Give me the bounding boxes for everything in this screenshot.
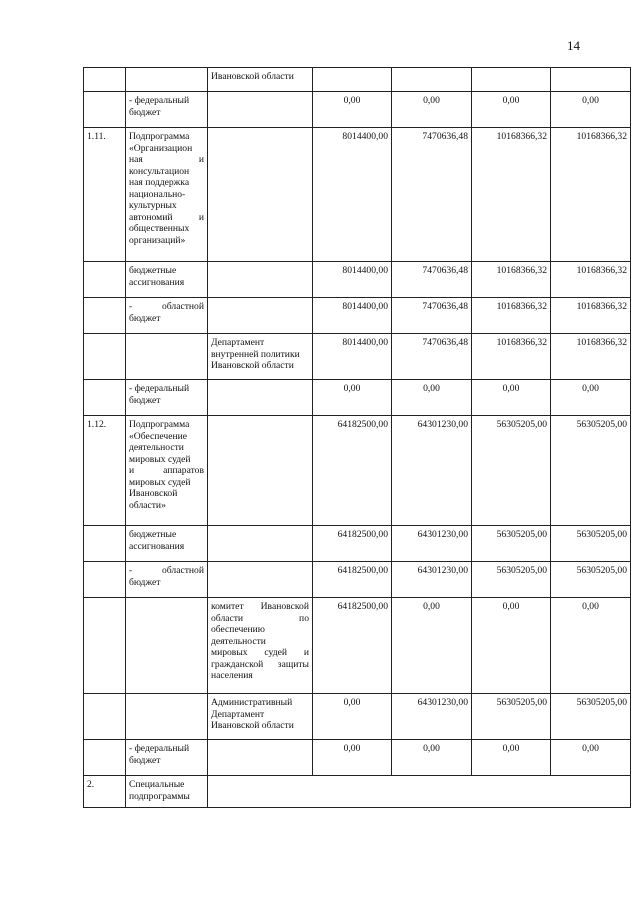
cell-line: деятельности bbox=[129, 442, 184, 453]
executor-cell bbox=[208, 740, 313, 776]
cell-line: Административный bbox=[211, 697, 293, 708]
executor-cell bbox=[208, 380, 313, 416]
cell-line: Департамент bbox=[211, 708, 265, 720]
executor-cell bbox=[208, 334, 313, 380]
amount-cell-3: 56305205,00 bbox=[472, 694, 551, 740]
executor-cell bbox=[208, 416, 313, 526]
cell-line: - федеральный bbox=[129, 95, 190, 106]
cell-line: Ивановской области bbox=[211, 71, 294, 82]
amount-cell-2: 0,00 bbox=[392, 92, 472, 128]
cell-line: внутренней политики bbox=[211, 348, 300, 360]
amount-cell-1: 64182500,00 bbox=[313, 562, 392, 598]
amount-cell-3: 0,00 bbox=[472, 92, 551, 128]
cell-line: культурных bbox=[129, 200, 177, 211]
cell-line: организаций» bbox=[129, 234, 186, 246]
table-row bbox=[84, 598, 631, 694]
executor-cell bbox=[208, 694, 313, 740]
amount-cell-2: 7470636,48 bbox=[392, 262, 472, 298]
amount-cell-1: 8014400,00 bbox=[313, 128, 392, 262]
cell-line: Специальные bbox=[129, 779, 185, 790]
cell-line: мировых судей bbox=[129, 453, 191, 465]
amount-cell-1: 64182500,00 bbox=[313, 526, 392, 562]
amount-cell-2: 0,00 bbox=[392, 598, 472, 694]
amount-cell-3: 10168366,32 bbox=[472, 298, 551, 334]
amount-cell-3: 56305205,00 bbox=[472, 416, 551, 526]
program-name-cell bbox=[126, 128, 208, 262]
amount-cell-4: 10168366,32 bbox=[551, 334, 631, 380]
row-number-cell: 1.12. bbox=[84, 416, 126, 526]
amount-cell-4: 56305205,00 bbox=[551, 694, 631, 740]
row-number-cell bbox=[84, 68, 126, 92]
executor-cell bbox=[208, 128, 313, 262]
amount-cell-1: 0,00 bbox=[313, 92, 392, 128]
row-number-cell bbox=[84, 298, 126, 334]
amount-cell-3: 0,00 bbox=[472, 380, 551, 416]
cell-line: бюджетные bbox=[129, 529, 177, 540]
amount-cell-3 bbox=[472, 68, 551, 92]
cell-line: мировых судей и bbox=[211, 647, 309, 658]
amount-cell-1: 0,00 bbox=[313, 694, 392, 740]
program-name-cell bbox=[126, 740, 208, 776]
executor-cell bbox=[208, 262, 313, 298]
table-row bbox=[84, 68, 631, 92]
amount-cell-1: 64182500,00 bbox=[313, 416, 392, 526]
amount-cell-4 bbox=[551, 68, 631, 92]
cell-line: ассигнования bbox=[129, 540, 185, 552]
amount-cell-1: 64182500,00 bbox=[313, 598, 392, 694]
amount-cell-4: 10168366,32 bbox=[551, 128, 631, 262]
table-row bbox=[84, 562, 631, 598]
empty-span-cell bbox=[208, 776, 631, 808]
cell-line: подпрограммы bbox=[129, 790, 190, 802]
amount-cell-4: 0,00 bbox=[551, 598, 631, 694]
amount-cell-2: 0,00 bbox=[392, 740, 472, 776]
amount-cell-4: 56305205,00 bbox=[551, 416, 631, 526]
amount-cell-4: 56305205,00 bbox=[551, 562, 631, 598]
amount-cell-2: 7470636,48 bbox=[392, 298, 472, 334]
amount-cell-3: 10168366,32 bbox=[472, 334, 551, 380]
cell-line: Ивановской области bbox=[211, 360, 294, 371]
program-name-cell bbox=[126, 334, 208, 380]
table-row bbox=[84, 262, 631, 298]
program-name-cell bbox=[126, 598, 208, 694]
cell-line: консультацион bbox=[129, 165, 190, 177]
cell-line: деятельности bbox=[211, 635, 266, 647]
amount-cell-2: 7470636,48 bbox=[392, 334, 472, 380]
table-row bbox=[84, 380, 631, 416]
cell-line: «Организацион bbox=[129, 142, 193, 154]
table-row bbox=[84, 334, 631, 380]
amount-cell-3: 56305205,00 bbox=[472, 562, 551, 598]
amount-cell-2: 64301230,00 bbox=[392, 694, 472, 740]
amount-cell-2: 64301230,00 bbox=[392, 562, 472, 598]
cell-line: ная поддержка bbox=[129, 177, 190, 188]
cell-line: Департамент bbox=[211, 337, 265, 348]
amount-cell-3: 0,00 bbox=[472, 740, 551, 776]
cell-line: ассигнования bbox=[129, 276, 185, 288]
cell-line: комитет Ивановской bbox=[211, 601, 309, 612]
cell-line: бюджет bbox=[129, 394, 161, 406]
amount-cell-4: 56305205,00 bbox=[551, 526, 631, 562]
row-number-cell bbox=[84, 262, 126, 298]
amount-cell-3: 56305205,00 bbox=[472, 526, 551, 562]
cell-line: бюджетные bbox=[129, 265, 177, 276]
amount-cell-1: 0,00 bbox=[313, 380, 392, 416]
cell-line: населения bbox=[211, 670, 253, 681]
executor-cell bbox=[208, 598, 313, 694]
table-row bbox=[84, 416, 631, 526]
cell-line: бюджет bbox=[129, 312, 161, 324]
cell-line: ная и bbox=[129, 154, 204, 165]
row-number-cell bbox=[84, 694, 126, 740]
amount-cell-1: 0,00 bbox=[313, 740, 392, 776]
cell-line: бюджет bbox=[129, 754, 161, 766]
cell-line: гражданской защиты bbox=[211, 658, 309, 670]
row-number-cell bbox=[84, 562, 126, 598]
amount-cell-4: 10168366,32 bbox=[551, 298, 631, 334]
cell-line: - областной bbox=[129, 565, 204, 576]
amount-cell-3: 10168366,32 bbox=[472, 262, 551, 298]
amount-cell-4: 0,00 bbox=[551, 740, 631, 776]
cell-line: области» bbox=[129, 499, 166, 511]
cell-line: «Обеспечение bbox=[129, 430, 187, 442]
page-number: 14 bbox=[567, 38, 580, 53]
cell-line: Ивановской области bbox=[211, 720, 294, 731]
cell-line: Подпрограмма bbox=[129, 131, 190, 142]
cell-line: области по bbox=[211, 612, 309, 624]
executor-cell bbox=[208, 68, 313, 92]
cell-line: национально- bbox=[129, 188, 186, 200]
cell-line: автономий и bbox=[129, 211, 204, 223]
budget-table bbox=[83, 67, 631, 808]
program-name-cell bbox=[126, 262, 208, 298]
amount-cell-1: 8014400,00 bbox=[313, 298, 392, 334]
amount-cell-4: 0,00 bbox=[551, 380, 631, 416]
cell-line: - федеральный bbox=[129, 383, 190, 394]
row-number-cell bbox=[84, 526, 126, 562]
amount-cell-1: 8014400,00 bbox=[313, 334, 392, 380]
cell-line: мировых судей bbox=[129, 476, 191, 488]
table-row bbox=[84, 92, 631, 128]
row-number-cell: 1.11. bbox=[84, 128, 126, 262]
amount-cell-2: 7470636,48 bbox=[392, 128, 472, 262]
amount-cell-2: 64301230,00 bbox=[392, 416, 472, 526]
program-name-cell bbox=[126, 694, 208, 740]
amount-cell-2: 0,00 bbox=[392, 380, 472, 416]
table-row bbox=[84, 128, 631, 262]
row-number-cell bbox=[84, 598, 126, 694]
amount-cell-4: 0,00 bbox=[551, 92, 631, 128]
table-row bbox=[84, 776, 631, 808]
row-number-cell bbox=[84, 334, 126, 380]
cell-line: - областной bbox=[129, 301, 204, 312]
program-name-cell bbox=[126, 526, 208, 562]
amount-cell-1: 8014400,00 bbox=[313, 262, 392, 298]
amount-cell-2: 64301230,00 bbox=[392, 526, 472, 562]
amount-cell-3: 0,00 bbox=[472, 598, 551, 694]
cell-line: общественных bbox=[129, 223, 190, 234]
cell-line: бюджет bbox=[129, 576, 161, 588]
table-row bbox=[84, 298, 631, 334]
cell-line: бюджет bbox=[129, 106, 161, 118]
executor-cell bbox=[208, 562, 313, 598]
amount-cell-1 bbox=[313, 68, 392, 92]
cell-line: Ивановской bbox=[129, 488, 178, 499]
executor-cell bbox=[208, 526, 313, 562]
program-name-cell bbox=[126, 416, 208, 526]
executor-cell bbox=[208, 92, 313, 128]
row-number-cell bbox=[84, 92, 126, 128]
amount-cell-2 bbox=[392, 68, 472, 92]
executor-cell bbox=[208, 298, 313, 334]
program-name-cell bbox=[126, 776, 208, 808]
amount-cell-4: 10168366,32 bbox=[551, 262, 631, 298]
cell-line: обеспечению bbox=[211, 624, 265, 635]
table-row bbox=[84, 740, 631, 776]
row-number-cell: 2. bbox=[84, 776, 126, 808]
program-name-cell bbox=[126, 92, 208, 128]
cell-line: Подпрограмма bbox=[129, 419, 190, 430]
program-name-cell bbox=[126, 68, 208, 92]
row-number-cell bbox=[84, 740, 126, 776]
amount-cell-3: 10168366,32 bbox=[472, 128, 551, 262]
cell-line: и аппаратов bbox=[129, 465, 204, 476]
program-name-cell bbox=[126, 298, 208, 334]
program-name-cell bbox=[126, 380, 208, 416]
program-name-cell bbox=[126, 562, 208, 598]
cell-line: - федеральный bbox=[129, 743, 190, 754]
row-number-cell bbox=[84, 380, 126, 416]
table-row bbox=[84, 526, 631, 562]
table-row bbox=[84, 694, 631, 740]
